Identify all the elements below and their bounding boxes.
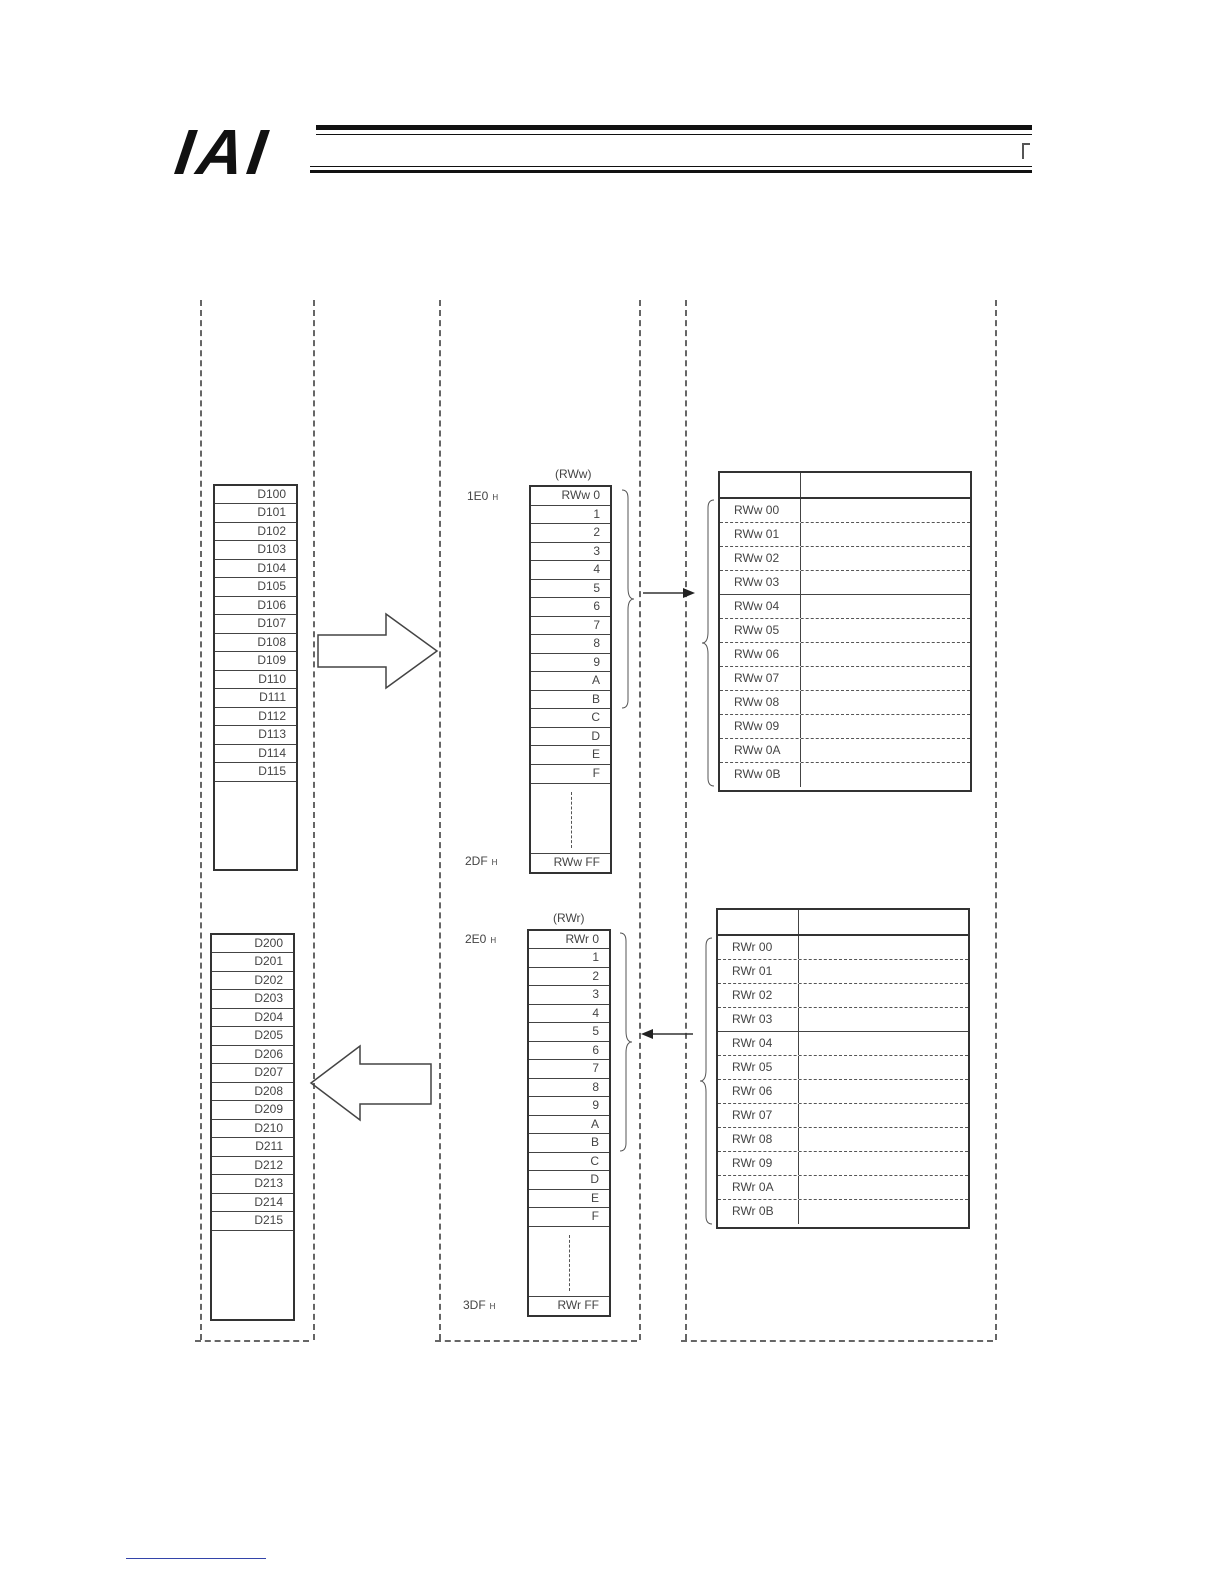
ellipsis-dashed-line [571,792,572,848]
table-row: RWr 05 [718,1056,968,1080]
header-rule-bottom-thin [310,166,1032,167]
table-row: 9 [531,654,610,672]
table-row: D107 [215,615,296,634]
table-header [720,473,970,499]
plc-data-register-table-bottom [210,933,295,1321]
table-row: C [529,1153,609,1171]
table-row: D103 [215,541,296,560]
table-row: RWr 0B [718,1200,968,1224]
rwr-title: (RWr) [553,911,585,925]
table-row: RWw 05 [720,619,970,643]
table-row: A [529,1116,609,1134]
table-row: 2 [529,968,609,986]
header-rule-thick [316,125,1032,130]
table-row: D108 [215,634,296,652]
table-row: RWw 07 [720,667,970,691]
table-row: RWr 0A [718,1176,968,1200]
table-row: RWr 06 [718,1080,968,1104]
table-row: B [531,691,610,709]
col1-bottom-border [195,1340,309,1342]
footer-rule [126,1558,266,1559]
table-row: RWw 00 [720,499,970,523]
col3-right-border [995,300,997,1340]
rww-end-address: 2DF H [465,854,498,868]
rww-title: (RWw) [555,467,592,481]
brace-rwr-icon [618,931,634,1153]
table-row: RWr 07 [718,1104,968,1128]
table-row: D [531,728,610,746]
table-row: D105 [215,578,296,597]
table-row: D207 [212,1064,293,1083]
brace-rww-icon [620,488,636,710]
table-row: D210 [212,1120,293,1138]
table-row: C [531,709,610,728]
table-row: RWr 08 [718,1128,968,1152]
rww-buffer-table [529,485,612,874]
table-row: E [531,746,610,765]
table-row: D106 [215,597,296,615]
table-row: RWw 04 [720,595,970,619]
header-rule-thin [316,134,1032,135]
table-row: RWw 03 [720,571,970,595]
table-row: 9 [529,1097,609,1116]
table-row: 3 [531,543,610,561]
rww-start-address: 1E0 H [467,489,499,503]
table-row: D203 [212,990,293,1009]
plc-data-register-table-top [213,484,298,871]
table-row: RWr 09 [718,1152,968,1176]
table-row-last: RWr FF [529,1296,609,1315]
brace-device-rwr-icon [698,936,714,1226]
header-rule-bottom [310,170,1032,173]
table-row: 1 [529,949,609,968]
table-row: D208 [212,1083,293,1101]
table-row: RWw 0B [720,763,970,787]
table-row: 4 [529,1005,609,1023]
table-row: RWr 00 [718,936,968,960]
table-row: F [531,765,610,784]
arrow-right-icon [316,612,440,690]
rwr-buffer-table [527,929,611,1317]
col1-left-border [200,300,202,1340]
table-row: 5 [531,580,610,598]
rwr-end-address: 3DF H [463,1298,496,1312]
table-row: D102 [215,523,296,541]
table-row: B [529,1134,609,1153]
table-row: D110 [215,671,296,689]
header-corner-mark [1022,143,1030,159]
table-row-last: RWw FF [531,853,610,872]
table-row: RWw 08 [720,691,970,715]
table-row: D113 [215,726,296,745]
table-row: D215 [212,1212,293,1231]
table-row: RWr 03 [718,1008,968,1032]
table-row: 1 [531,506,610,524]
table-row: RWw 09 [720,715,970,739]
arrow-to-device-icon [643,586,697,600]
table-row: RWr 01 [718,960,968,984]
arrow-left-icon [308,1043,434,1123]
table-header [718,910,968,936]
table-row: D205 [212,1027,293,1046]
table-row: D206 [212,1046,293,1064]
table-row: RWw 02 [720,547,970,571]
table-row: D [529,1171,609,1190]
table-row: D202 [212,972,293,990]
table-row: A [531,672,610,691]
table-row: 3 [529,986,609,1005]
table-row: RWr 0 [529,931,609,949]
table-row: 2 [531,524,610,543]
table-row: D111 [215,689,296,708]
table-row: RWw 06 [720,643,970,667]
table-row: E [529,1190,609,1208]
table-row: 4 [531,561,610,580]
table-row: 5 [529,1023,609,1042]
table-row: RWw 0A [720,739,970,763]
table-row: 7 [529,1060,609,1079]
col2-right-border [639,300,641,1340]
device-rwr-table [716,908,970,1229]
col1-right-border [313,300,315,1340]
col3-bottom-border [681,1340,993,1342]
table-row: D114 [215,745,296,763]
table-row: 8 [529,1079,609,1097]
table-row: 8 [531,635,610,654]
iai-logo: IAI [170,116,275,188]
table-row: D209 [212,1101,293,1120]
arrow-from-device-icon [639,1027,693,1041]
table-row: RWr 02 [718,984,968,1008]
table-row: D104 [215,560,296,578]
ellipsis-dashed-line [569,1235,570,1291]
col3-left-border [685,300,687,1340]
table-row: D115 [215,763,296,782]
table-row: D201 [212,953,293,972]
table-row: D112 [215,708,296,726]
table-row: 7 [531,617,610,635]
table-row: D212 [212,1157,293,1175]
rwr-start-address: 2E0 H [465,932,497,946]
table-row: D100 [215,486,296,504]
table-row: RWr 04 [718,1032,968,1056]
brace-device-rww-icon [700,498,716,788]
device-rww-table [718,471,972,792]
table-row: D214 [212,1194,293,1212]
table-row: D204 [212,1009,293,1027]
table-row: 6 [529,1042,609,1060]
col2-left-border [439,300,441,1340]
table-row: D101 [215,504,296,523]
table-row: D109 [215,652,296,671]
table-row: 6 [531,598,610,617]
table-row: D200 [212,935,293,953]
table-row: RWw 0 [531,487,610,506]
table-row: F [529,1208,609,1227]
col2-bottom-border [435,1340,637,1342]
table-row: D213 [212,1175,293,1194]
table-row: D211 [212,1138,293,1157]
table-row: RWw 01 [720,523,970,547]
